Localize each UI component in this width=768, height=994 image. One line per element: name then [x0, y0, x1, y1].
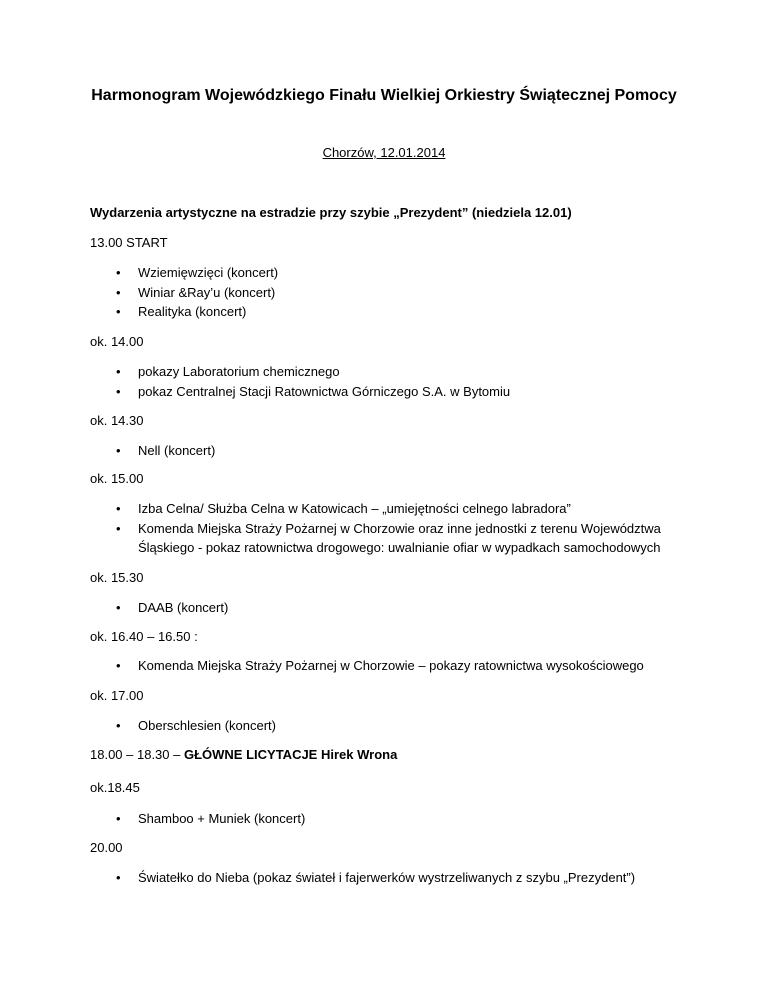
- time-label: ok.18.45: [90, 780, 140, 795]
- event-item: • Oberschlesien (koncert): [90, 716, 690, 736]
- section-heading: Wydarzenia artystyczne na estradzie przy szybie „Prezydent” (niedziela 12.01): [90, 205, 572, 220]
- bullet-icon: •: [116, 443, 121, 458]
- event-list: [90, 716, 690, 736]
- time-label: ok. 14.30: [90, 413, 144, 428]
- time-label: ok. 14.00: [90, 334, 144, 349]
- event-item: • Realityka (koncert): [90, 302, 690, 322]
- bullet-icon: •: [116, 364, 121, 379]
- time-label: 18.00 – 18.30 – GŁÓWNE LICYTACJE Hirek Wrona: [90, 747, 398, 762]
- event-list: [90, 441, 690, 461]
- event-list: [90, 598, 690, 618]
- event-list: [90, 868, 690, 888]
- time-label: ok. 16.40 – 16.50 :: [90, 629, 198, 644]
- document-title: Harmonogram Wojewódzkiego Finału Wielkiej Orkiestry Świątecznej Pomocy: [91, 87, 677, 104]
- event-item: • Wziemięwzięci (koncert): [90, 263, 690, 283]
- event-item: • Światełko do Nieba (pokaz świateł i fajerwerków wystrzeliwanych z szybu „Prezydent”): [90, 868, 690, 888]
- event-list: [90, 809, 690, 829]
- auction-label: GŁÓWNE LICYTACJE Hirek Wrona: [183, 747, 398, 762]
- bullet-icon: •: [116, 600, 121, 615]
- event-item: • Shamboo + Muniek (koncert): [90, 809, 690, 829]
- event-item: • Komenda Miejska Straży Pożarnej w Chorzowie oraz inne jednostki z terenu Województwa Śląskiego - pokaz ratownictwa drogowego: uwalnianie ofiar w wypadkach samochodowych: [116, 520, 661, 555]
- bullet-icon: •: [116, 658, 121, 673]
- event-list: [90, 499, 690, 558]
- bullet-icon: •: [116, 383, 121, 399]
- event-item: • Komenda Miejska Straży Pożarnej w Chorzowie – pokazy ratownictwa wysokościowego: [90, 656, 690, 676]
- time-label: ok. 15.00: [90, 471, 144, 486]
- event-item: • Winiar &Ray’u (koncert): [90, 283, 690, 303]
- bullet-icon: •: [116, 718, 121, 733]
- time-label: 20.00: [90, 840, 123, 855]
- event-list: [90, 362, 690, 401]
- event-item: • Nell (koncert): [90, 441, 690, 461]
- event-item: • DAAB (koncert): [90, 598, 690, 618]
- event-item: • Izba Celna/ Służba Celna w Katowicach – „umiejętności celnego labradora”: [90, 499, 690, 519]
- bullet-icon: •: [116, 265, 121, 280]
- event-list: [90, 656, 690, 676]
- bullet-icon: •: [116, 284, 121, 300]
- bullet-icon: •: [116, 520, 121, 536]
- bullet-icon: •: [116, 304, 121, 319]
- time-label: 13.00 START: [90, 235, 168, 250]
- bullet-icon: •: [116, 501, 121, 516]
- event-list: [90, 263, 690, 322]
- event-item: • pokaz Centralnej Stacji Ratownictwa Górniczego S.A. w Bytomiu: [90, 382, 690, 402]
- time-label: ok. 15.30: [90, 570, 144, 585]
- time-label: ok. 17.00: [90, 688, 144, 703]
- bullet-icon: •: [116, 870, 121, 885]
- bullet-icon: •: [116, 811, 121, 826]
- document-subtitle: Chorzów, 12.01.2014: [322, 145, 446, 160]
- event-item: • pokazy Laboratorium chemicznego: [90, 362, 690, 382]
